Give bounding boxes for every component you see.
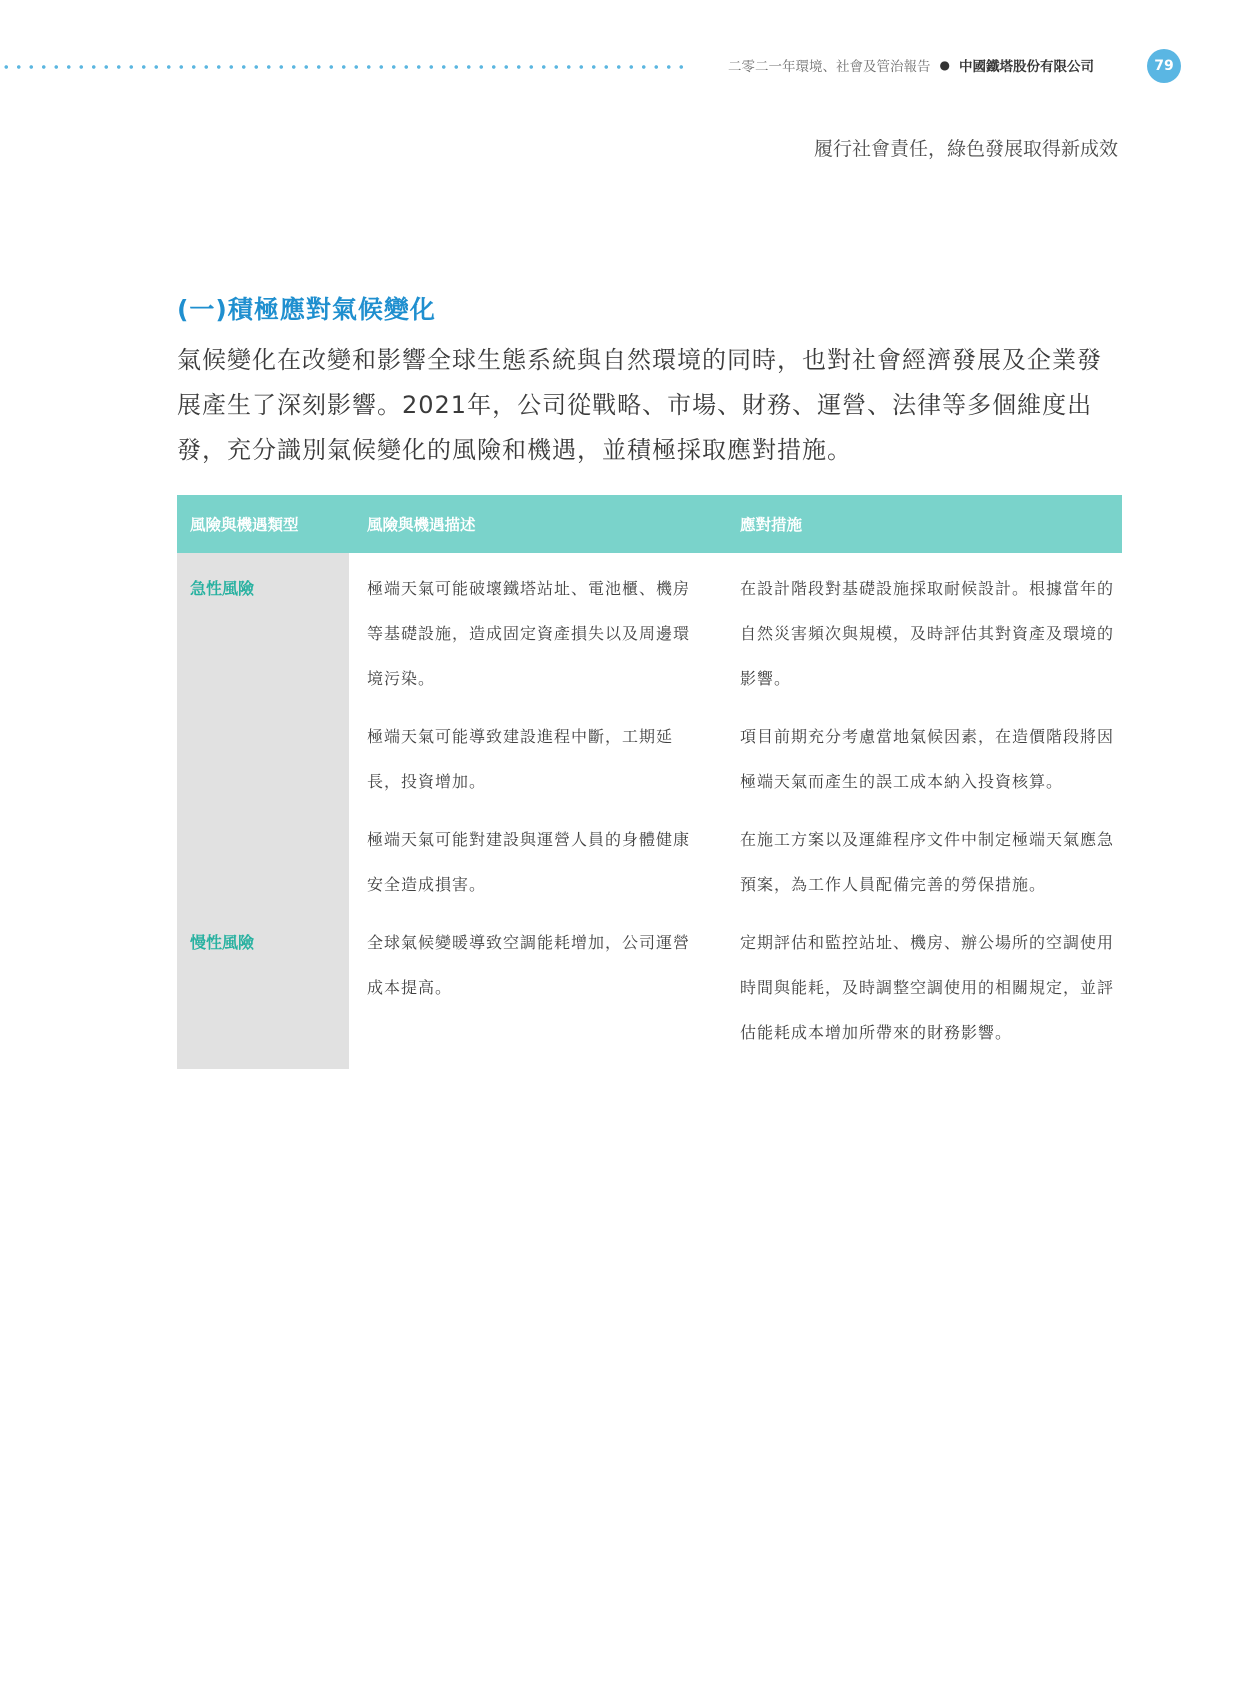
dotted-divider: [0, 64, 690, 70]
risk-type-cell: 慢性風險: [177, 907, 349, 1069]
section-heading: (一)積極應對氣候變化: [177, 295, 436, 324]
table-row: [177, 804, 1122, 907]
company-name: 中國鐵塔股份有限公司: [958, 59, 1094, 75]
measure-cell: 在設計階段對基礎設施採取耐候設計。根據當年的自然災害頻次與規模，及時評估其對資產及環境的影響。: [740, 579, 1115, 688]
table-row: [177, 701, 1122, 804]
risk-description-cell: 全球氣候變暖導致空調能耗增加，公司運營成本提高。: [367, 933, 691, 997]
header-risk-type: 風險與機遇類型: [177, 495, 349, 553]
running-header: [728, 55, 1094, 75]
header-measures: 應對措施: [722, 495, 1122, 553]
risk-description-cell: 極端天氣可能導致建設進程中斷，工期延長，投資增加。: [367, 727, 674, 791]
risk-description-cell: 極端天氣可能對建設與運營人員的身體健康安全造成損害。: [367, 830, 691, 894]
bullet-separator: ●: [939, 58, 950, 72]
page-number-badge: 79: [1147, 49, 1181, 83]
risk-type-cell: 急性風險: [177, 553, 349, 701]
table-header-row: [177, 495, 1122, 553]
measure-cell: 項目前期充分考慮當地氣候因素，在造價階段將因極端天氣而產生的誤工成本納入投資核算。: [740, 727, 1115, 791]
risk-type-cell: [177, 701, 349, 804]
measure-cell: 在施工方案以及運維程序文件中制定極端天氣應急預案，為工作人員配備完善的勞保措施。: [740, 830, 1115, 894]
climate-risk-table: [177, 495, 1122, 1069]
risk-type-cell: [177, 804, 349, 907]
table-row: [177, 553, 1122, 701]
section-subtitle: 履行社會責任，綠色發展取得新成效: [813, 138, 1118, 160]
header-risk-description: 風險與機遇描述: [349, 495, 722, 553]
risk-description-cell: 極端天氣可能破壞鐵塔站址、電池櫃、機房等基礎設施，造成固定資產損失以及周邊環境污染。: [367, 579, 691, 688]
intro-paragraph: 氣候變化在改變和影響全球生態系統與自然環境的同時，也對社會經濟發展及企業發展產生了深刻影響。2021年，公司從戰略、市場、財務、運營、法律等多個維度出發，充分識別氣候變化的風險和機遇，並積極採取應對措施。: [177, 346, 1102, 464]
report-title: 二零二一年環境、社會及管治報告: [728, 59, 931, 75]
table-row: [177, 907, 1122, 1069]
measure-cell: 定期評估和監控站址、機房、辦公場所的空調使用時間與能耗，及時調整空調使用的相關規定，並評估能耗成本增加所帶來的財務影響。: [740, 933, 1115, 1042]
